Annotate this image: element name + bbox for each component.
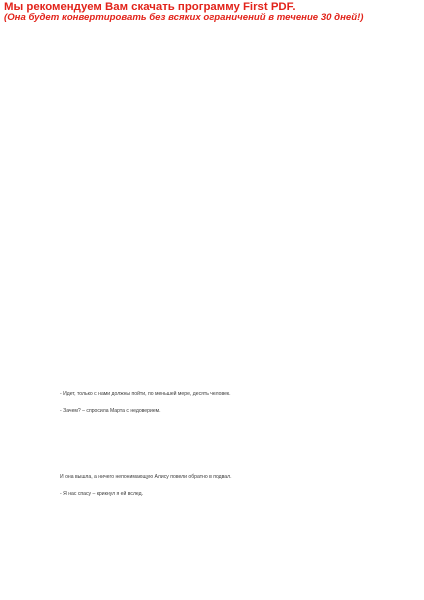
text-line <box>60 142 390 150</box>
text-line <box>60 357 390 365</box>
paragraph <box>60 291 390 308</box>
text-line <box>60 515 390 523</box>
text-line <box>60 258 390 266</box>
text-line <box>60 316 390 324</box>
text-line <box>60 532 390 540</box>
text-line <box>60 133 390 141</box>
paragraph <box>60 457 390 465</box>
text-line <box>60 523 390 531</box>
text-line <box>60 457 390 465</box>
text-line <box>60 241 390 249</box>
text-line <box>60 432 390 440</box>
promo-banner-title: Мы рекомендуем Вам скачать программу First PDF. <box>4 1 296 13</box>
paragraph <box>60 225 390 250</box>
story-text <box>60 42 390 548</box>
paragraph <box>60 507 390 540</box>
text-line <box>60 183 390 191</box>
text-line <box>60 158 390 166</box>
text-line <box>60 108 390 116</box>
text-line <box>60 366 390 374</box>
paragraph <box>60 473 390 481</box>
text-line <box>60 150 390 158</box>
text-line <box>60 50 390 58</box>
paragraph <box>60 258 390 283</box>
text-line <box>60 59 390 67</box>
text-line <box>60 175 390 183</box>
paragraph <box>60 42 390 75</box>
promo-banner-subtitle: (Она будет конвертировать без всяких ограничений в течение 30 дней!) <box>4 12 364 23</box>
text-line <box>60 83 390 91</box>
text-line <box>60 225 390 233</box>
text-line <box>60 274 390 282</box>
text-line <box>60 332 390 340</box>
text-line <box>60 507 390 515</box>
paragraph <box>60 407 390 415</box>
text-line: - Я нас спасу – крикнул я ей вслед. <box>60 491 144 498</box>
paragraph <box>60 490 390 498</box>
text-line <box>60 233 390 241</box>
text-line <box>60 191 390 199</box>
text-line: - Зачем? – спросила Марта с недоверием. <box>60 408 161 415</box>
text-line <box>60 42 390 50</box>
text-line <box>60 166 390 174</box>
text-line <box>60 92 390 100</box>
text-line: И она вышла, а ничего непонимающую Алису повели обратно в подвал. <box>60 474 232 481</box>
paragraph <box>60 424 390 449</box>
paragraph <box>60 83 390 216</box>
text-line <box>60 349 390 357</box>
text-line <box>60 324 390 332</box>
text-line <box>60 208 390 216</box>
text-line: - Идет, только с нами должны пойти, по меньшей мере, десять человек. <box>60 391 231 398</box>
paragraph <box>60 390 390 398</box>
text-line <box>60 299 390 307</box>
text-line <box>60 424 390 432</box>
paragraph <box>60 316 390 382</box>
text-line <box>60 117 390 125</box>
text-line <box>60 266 390 274</box>
text-line <box>60 125 390 133</box>
text-line <box>60 440 390 448</box>
text-line <box>60 291 390 299</box>
text-line <box>60 341 390 349</box>
text-line <box>60 200 390 208</box>
text-line <box>60 374 390 382</box>
text-line <box>60 67 390 75</box>
text-line <box>60 100 390 108</box>
